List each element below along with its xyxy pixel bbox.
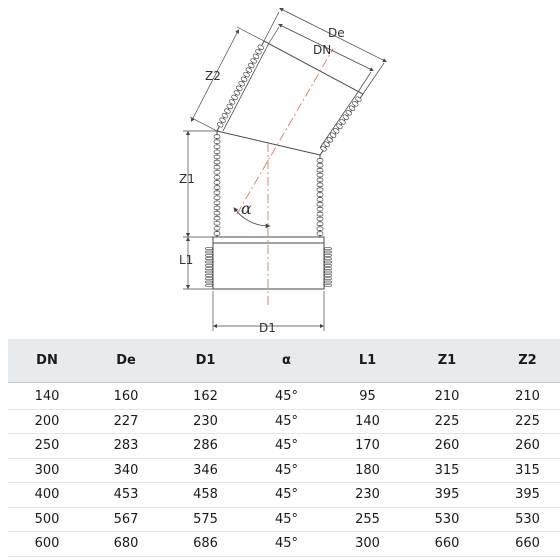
- table-cell: 600: [8, 532, 86, 557]
- corrugation-rib: [317, 183, 323, 187]
- table-cell: 400: [8, 483, 86, 508]
- table-cell: 210: [407, 383, 487, 410]
- corrugation-rib: [325, 271, 332, 273]
- table-row: [8, 507, 560, 532]
- table-cell: 230: [328, 483, 407, 508]
- corrugation-rib: [317, 207, 323, 211]
- corrugation-rib: [206, 261, 213, 263]
- corrugation-rib: [325, 248, 332, 250]
- corrugation-rib: [206, 264, 213, 266]
- table-cell: 458: [166, 483, 245, 508]
- alpha-label: α: [241, 199, 252, 218]
- table-cell: 225: [407, 409, 487, 434]
- table-cell: 500: [8, 507, 86, 532]
- table-cell: 162: [166, 383, 245, 410]
- table-cell: 660: [407, 532, 487, 557]
- de-label: De: [328, 26, 345, 40]
- z2-label: Z2: [205, 69, 221, 83]
- dimension-table: [8, 339, 560, 557]
- corrugation-rib: [214, 155, 220, 159]
- corrugation-rib: [214, 150, 220, 154]
- table-cell: 45°: [245, 434, 328, 459]
- table-cell: 210: [487, 383, 560, 410]
- corrugation-rib: [317, 222, 323, 226]
- table-cell: 45°: [245, 532, 328, 557]
- table-cell: 530: [407, 507, 487, 532]
- corrugation-rib: [317, 173, 323, 177]
- corrugation-rib: [317, 193, 323, 197]
- table-row: [8, 409, 560, 434]
- socket-left-ribs: [206, 248, 213, 287]
- corrugation-rib: [206, 281, 213, 283]
- table-cell: 315: [407, 458, 487, 483]
- table-cell: 453: [86, 483, 166, 508]
- column-header: D1: [166, 339, 245, 383]
- table-row: [8, 532, 560, 557]
- corrugation-rib: [206, 254, 213, 256]
- table-cell: 140: [328, 409, 407, 434]
- table-cell: 160: [86, 383, 166, 410]
- corrugation-rib: [206, 271, 213, 273]
- corrugation-rib: [317, 178, 323, 182]
- table-cell: 45°: [245, 507, 328, 532]
- table-cell: 680: [86, 532, 166, 557]
- corrugation-rib: [206, 274, 213, 276]
- corrugation-rib: [317, 227, 323, 231]
- column-header: L1: [328, 339, 407, 383]
- table-cell: 300: [8, 458, 86, 483]
- table-cell: 230: [166, 409, 245, 434]
- table-cell: 225: [487, 409, 560, 434]
- table-cell: 45°: [245, 383, 328, 410]
- corrugation-rib: [214, 196, 220, 200]
- table-cell: 45°: [245, 409, 328, 434]
- table-cell: 283: [86, 434, 166, 459]
- table-cell: 45°: [245, 483, 328, 508]
- table-cell: 260: [487, 434, 560, 459]
- column-header: DN: [8, 339, 86, 383]
- table-cell: 575: [166, 507, 245, 532]
- corrugation-rib: [317, 217, 323, 221]
- table-cell: 395: [407, 483, 487, 508]
- table-cell: 315: [487, 458, 560, 483]
- table-cell: 260: [407, 434, 487, 459]
- corrugation-rib: [206, 251, 213, 253]
- corrugation-rib: [317, 164, 323, 168]
- corrugation-rib: [214, 170, 220, 174]
- table-row: [8, 434, 560, 459]
- corrugation-rib: [206, 278, 213, 280]
- corrugation-rib: [214, 160, 220, 164]
- corrugation-rib: [317, 232, 323, 236]
- corrugation-rib: [214, 227, 220, 231]
- corrugation-rib: [214, 211, 220, 215]
- corrugation-rib: [325, 251, 332, 253]
- corrugation-rib: [317, 203, 323, 207]
- corrugation-rib: [214, 140, 220, 144]
- corrugation-rib: [325, 258, 332, 260]
- dn-label: DN: [313, 43, 332, 57]
- corrugation-rib: [317, 212, 323, 216]
- table-cell: 686: [166, 532, 245, 557]
- corrugation-rib: [317, 188, 323, 192]
- corrugation-rib: [317, 159, 323, 163]
- column-header: De: [86, 339, 166, 383]
- d1-label: D1: [259, 321, 276, 335]
- corrugation-rib: [206, 268, 213, 270]
- corrugation-rib: [325, 278, 332, 280]
- table-cell: 340: [86, 458, 166, 483]
- column-header: Z1: [407, 339, 487, 383]
- corrugation-rib: [214, 216, 220, 220]
- corrugation-rib: [325, 254, 332, 256]
- table-cell: 200: [8, 409, 86, 434]
- corrugation-rib: [214, 232, 220, 236]
- corrugation-rib: [214, 201, 220, 205]
- corrugation-rib: [214, 135, 220, 139]
- l1-label: L1: [179, 253, 194, 267]
- corrugation-rib: [325, 264, 332, 266]
- corrugation-rib: [206, 284, 213, 286]
- table-row: [8, 483, 560, 508]
- corrugation-rib: [325, 268, 332, 270]
- table-cell: 346: [166, 458, 245, 483]
- column-header: Z2: [487, 339, 560, 383]
- corrugation-rib: [325, 261, 332, 263]
- corrugation-rib: [206, 248, 213, 250]
- corrugation-rib: [317, 168, 323, 172]
- table-cell: 250: [8, 434, 86, 459]
- corrugation-rib: [214, 221, 220, 225]
- table-cell: 180: [328, 458, 407, 483]
- table-cell: 255: [328, 507, 407, 532]
- corrugation-rib: [214, 181, 220, 185]
- table-cell: 45°: [245, 458, 328, 483]
- corrugation-rib: [214, 191, 220, 195]
- table-row: [8, 383, 560, 410]
- corrugation-rib: [206, 258, 213, 260]
- table-cell: 140: [8, 383, 86, 410]
- column-header: α: [245, 339, 328, 383]
- table-cell: 170: [328, 434, 407, 459]
- table-cell: 300: [328, 532, 407, 557]
- table-header-row: [8, 339, 560, 383]
- corrugation-rib: [325, 281, 332, 283]
- z1-label: Z1: [179, 172, 195, 186]
- corrugation-rib: [214, 145, 220, 149]
- table-cell: 530: [487, 507, 560, 532]
- table-body: [8, 383, 560, 557]
- corrugation-rib: [214, 176, 220, 180]
- corrugation-rib: [317, 198, 323, 202]
- corrugation-rib: [214, 206, 220, 210]
- corrugation-rib: [214, 186, 220, 190]
- table-cell: 227: [86, 409, 166, 434]
- table-row: [8, 458, 560, 483]
- table-cell: 660: [487, 532, 560, 557]
- corrugation-rib: [325, 274, 332, 276]
- table-cell: 95: [328, 383, 407, 410]
- corrugation-rib: [325, 284, 332, 286]
- socket-right-ribs: [325, 248, 332, 287]
- table-cell: 286: [166, 434, 245, 459]
- table-cell: 567: [86, 507, 166, 532]
- table-cell: 395: [487, 483, 560, 508]
- corrugation-rib: [214, 165, 220, 169]
